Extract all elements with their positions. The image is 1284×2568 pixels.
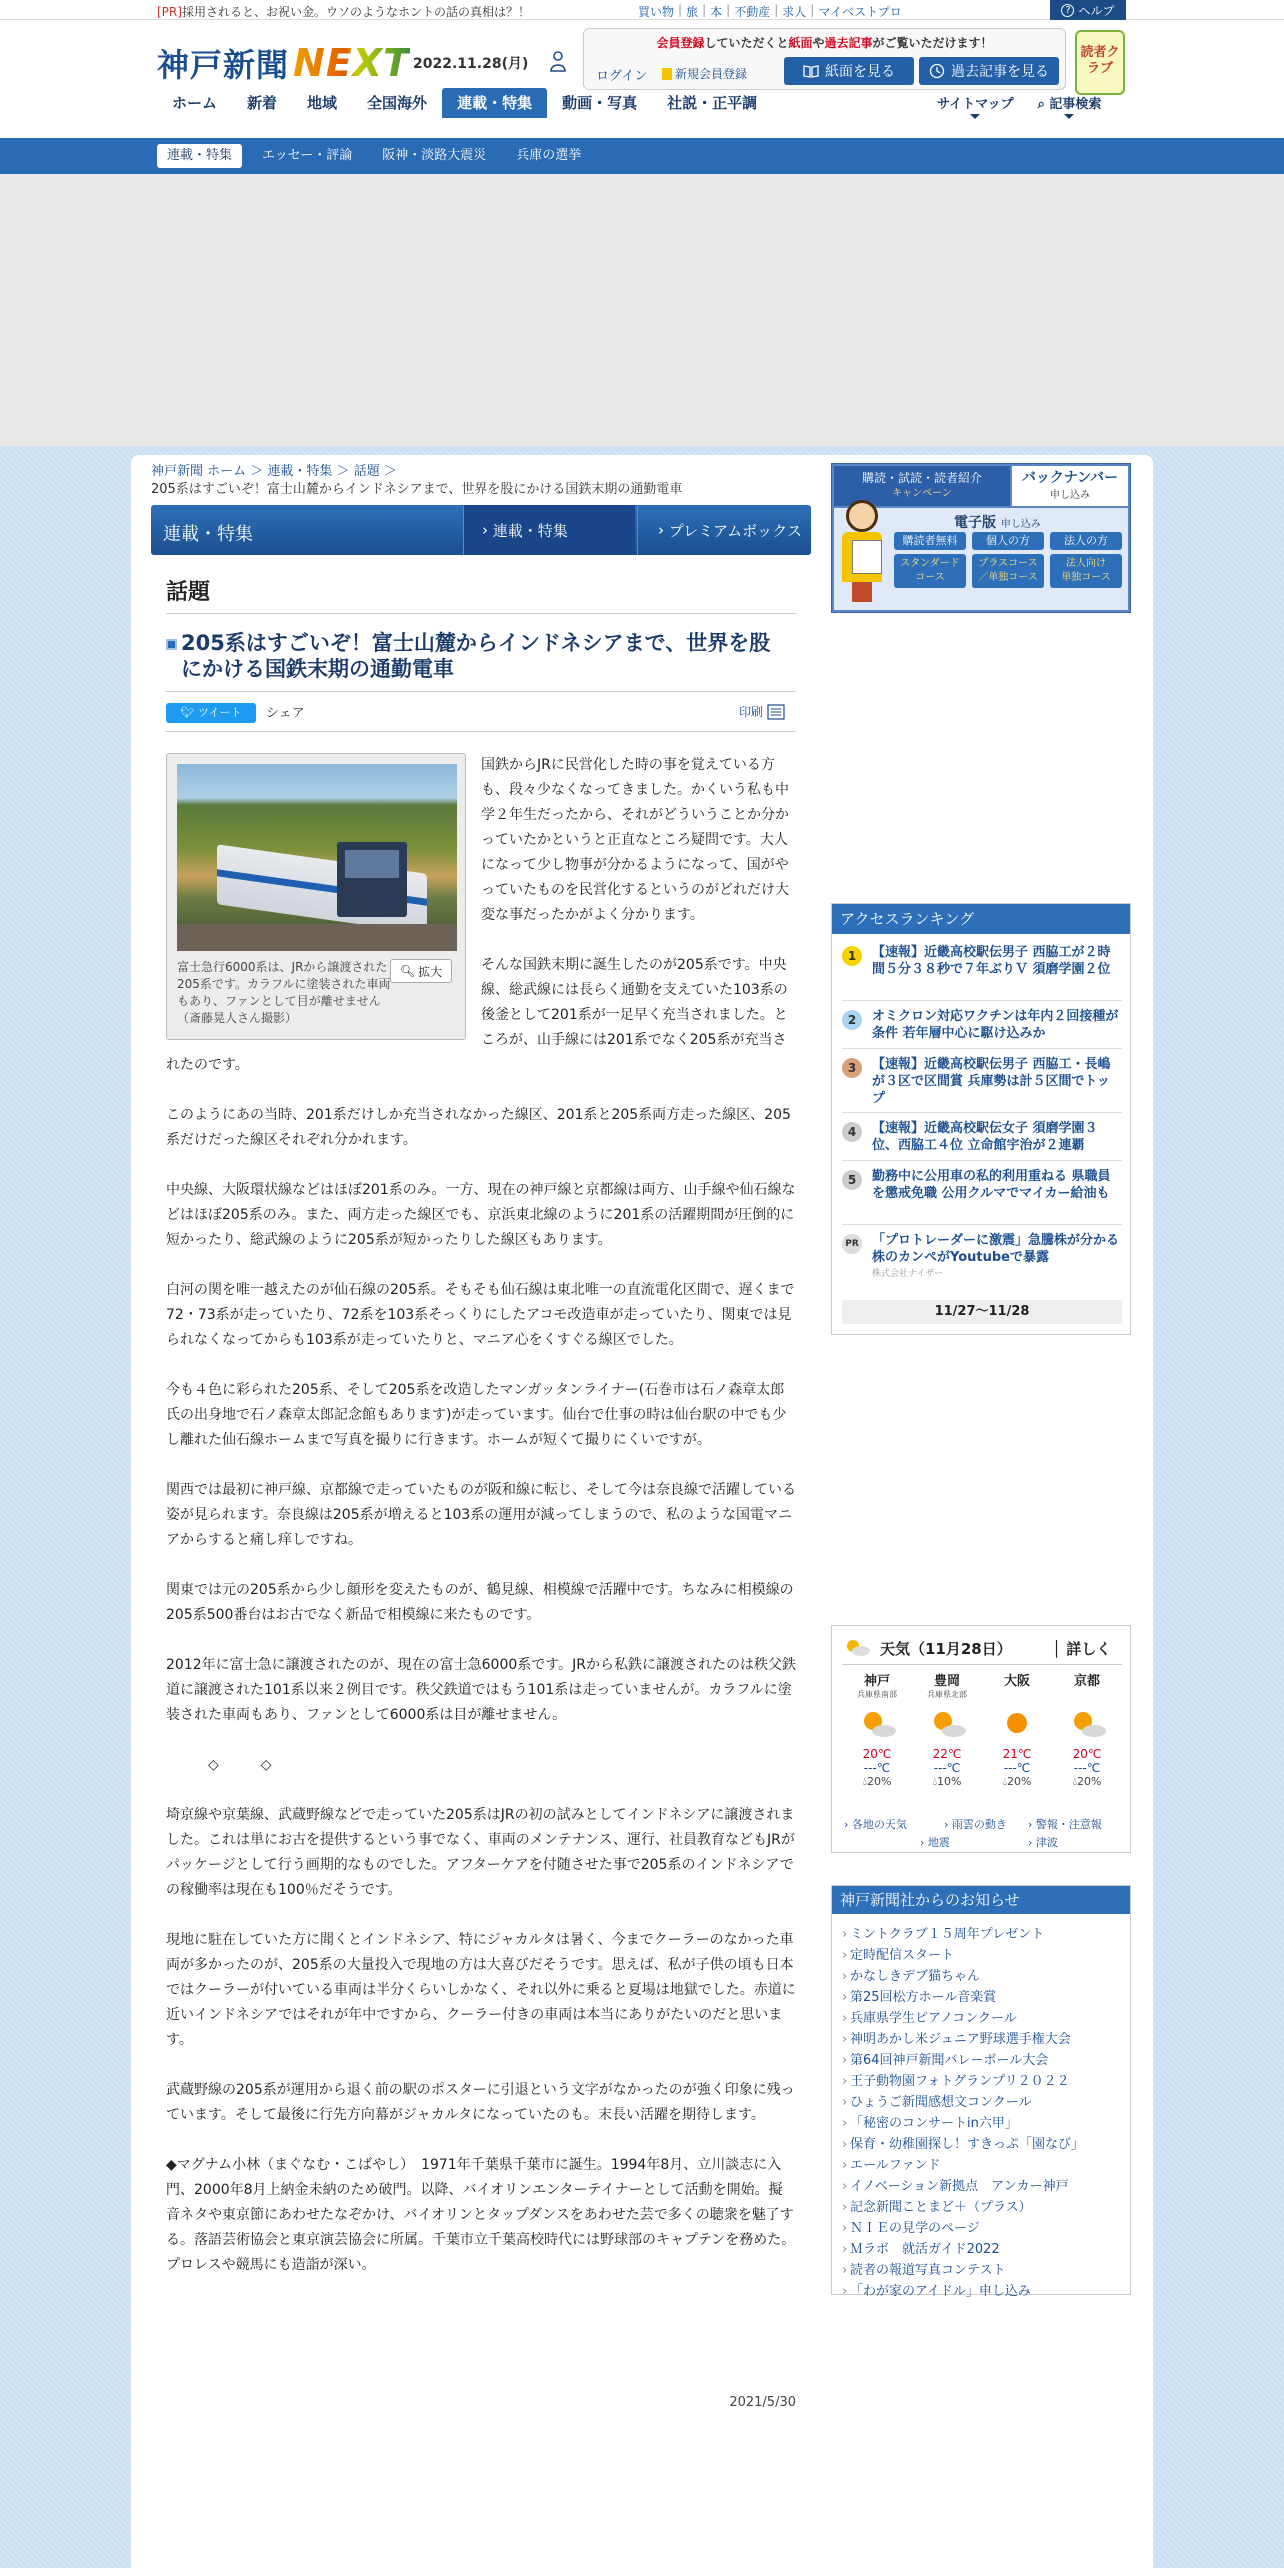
tweet-button[interactable]: 🐦︎ ツイート: [166, 703, 256, 723]
top-link-mybestpro[interactable]: マイベストプロ: [818, 5, 902, 19]
notice-item[interactable]: › イノベーション新拠点 アンカー神戸: [842, 2176, 1084, 2197]
weather-city[interactable]: 豊岡 兵庫県北部 22℃ ---℃ 💧︎10%: [927, 1674, 967, 1788]
sunny-cloudy-icon: [927, 1707, 967, 1739]
divider: [166, 613, 796, 614]
share-button[interactable]: シェア: [266, 706, 305, 721]
weather-city[interactable]: 神戸 兵庫県南部 20℃ ---℃ 💧︎20%: [857, 1674, 897, 1788]
sun-cloud-icon: [842, 1636, 872, 1658]
site-header: [0, 20, 1284, 138]
pr-text: 採用されると、お祝い金。ウソのようなホントの話の真相は？！: [181, 5, 530, 19]
train-photo[interactable]: [177, 764, 457, 951]
subnav-earthquake[interactable]: 阪神・淡路大震災: [382, 148, 487, 163]
notice-item[interactable]: › ミントクラブ１５周年プレゼント: [842, 1924, 1084, 1945]
notices-title: 神戸新聞社からのお知らせ: [832, 1886, 1130, 1914]
ranking-pr-item[interactable]: PR 「プロトレーダーに激震」急騰株が分かる株のカンペがYoutubeで暴露 株式会社ナイザー: [842, 1232, 1122, 1283]
notice-item[interactable]: › 第25回松方ホール音楽賞: [842, 1987, 1084, 2008]
mascot-illustration: [834, 500, 890, 606]
chevron-down-icon: [1064, 114, 1074, 119]
notice-item[interactable]: › 「わが家のアイドル」申し込み: [842, 2281, 1084, 2302]
notice-item[interactable]: › 保育・幼稚園探し！すきっぷ「園なび」: [842, 2134, 1084, 2155]
article-date: 2021/5/30: [729, 2395, 796, 2410]
print-icon: [767, 704, 785, 720]
article-paragraph: 2012年に富士急に譲渡されたのが、現在の富士急6000系です。JRから私鉄に譲渡されたのは秩父鉄道に譲渡された101系以来２例目です。秩父鉄道ではもう101系は走っていませんが。カラフルに塗装された車両もあり、ファンとして6000系は目が離せません。: [166, 1657, 796, 1723]
chevron-down-icon: [970, 114, 980, 119]
nav-features[interactable]: 連載・特集: [442, 88, 547, 118]
article-paragraph: 埼京線や京葉線、武蔵野線などで走っていた205系はJRの初の試みとしてインドネシアに譲渡されました。これは単にお古を提供するという事でなく、車両のメンテナンス、運行、社員教育などもJRがパッケージとして行う画期的なものでした。アフターケアを付随させた事で205系のインドネシアでの稼働率は現在も100％だそうです。: [166, 1807, 795, 1898]
notices-panel: [831, 1885, 1131, 2299]
help-icon: ?: [1061, 4, 1074, 17]
weather-link-regions[interactable]: › 各地の天気: [844, 1818, 907, 1831]
plan-individual[interactable]: 個人の方 プラスコース ／单独コース: [972, 532, 1044, 588]
backnumber-link[interactable]: バックナンバー 申し込み: [1012, 466, 1128, 506]
notice-item[interactable]: › 王子動物園フォトグランプリ２０２２: [842, 2071, 1084, 2092]
weather-link-earthquake[interactable]: › 地震: [920, 1836, 950, 1849]
pr-tag: [PR]: [157, 5, 182, 19]
notice-item[interactable]: › 定時配信スタート: [842, 1945, 1084, 1966]
ranking-item[interactable]: 1 【速報】近畿高校駅伝男子 西脇工が２時間５分３８秒で７年ぶりＶ 須磨学園２位: [842, 944, 1122, 978]
top-link-books[interactable]: 本: [710, 5, 723, 19]
category-tab-premium[interactable]: › プレミアムボックス: [637, 505, 811, 555]
site-logo[interactable]: [157, 40, 410, 86]
rank-badge: PR: [842, 1234, 862, 1254]
notice-item[interactable]: › 第64回神戸新聞バレーボール大会: [842, 2050, 1084, 2071]
top-links: 買い物 | 旅 | 本 | 不動産 | 求人 | マイベストプロ: [638, 3, 902, 19]
ranking-item[interactable]: 3 【速報】近畿高校駅伝男子 西脇工・長嶋が３区で区間賞 兵庫勢は計５区間でトップ: [842, 1056, 1122, 1107]
article-paragraph: 今も４色に彩られた205系、そして205系を改造したマンガッタンライナー(石巻市は石ノ森章太郎氏の出身地で石ノ森章太郎記念館もあります)が走っています。仙台で仕事の時は仙台駅の中でも少し離れた仙石線ホームまで写真を撮りに行きます。ホームが短くて撮りにくいですが。: [166, 1382, 787, 1448]
logo-main: 神戸新聞: [157, 46, 290, 84]
article-paragraph: 関西では最初に神戸線、京都線で走っていたものが阪和線に転じ、そして今は奈良線で活躍している姿が見られます。奈良線は205系が増えると103系の運用が減ってしまうので、私のような国電マニアからすると痛し痒しですね。: [166, 1482, 796, 1548]
ranking-item[interactable]: 4 【速報】近畿高校駅伝女子 須磨学園３位、西脇工４位 立命館宇治が２連覇: [842, 1120, 1122, 1154]
sunny-icon: [997, 1707, 1037, 1739]
weather-widget: [831, 1625, 1131, 1853]
weather-city[interactable]: 大阪 21℃ ---℃ 💧︎20%: [982, 1670, 1052, 1789]
help-label: ヘルプ: [1078, 3, 1115, 18]
photo-caption: 富士急行6000系は、JRから譲渡された205系です。カラフルに塗装された車両もあり、ファンとして目が離せません（斎藤晃人さん撮影）: [177, 960, 391, 1025]
nav-latest[interactable]: 新着: [247, 94, 278, 112]
article-photo: [166, 753, 466, 1040]
article-paragraph: 国鉄からJRに民営化した時の事を覚えている方も、段々少なくなってきました。かくいう私も中学２年生だったから、それがどういうことか分かっていたかというと正直なところ疑問です。大人になって少し物事が分かるようになって、国がやっていたものを民営化するというのがどれだけ大変な事だったかがよく分かります。: [481, 757, 789, 923]
breadcrumb-home[interactable]: 神戸新聞 ホーム: [151, 464, 247, 479]
breadcrumb-current: 205系はすごいぞ！富士山麓からインドネシアまで、世界を股にかける国鉄末期の通勤電車: [151, 482, 683, 497]
past-articles-button[interactable]: 過去記事を見る: [919, 57, 1059, 85]
signup-link[interactable]: 新規会員登録: [662, 65, 747, 82]
breadcrumb: 神戸新聞 ホーム ＞ 連載・特集 ＞ 話題 ＞ 205系はすごいぞ！富士山麓からインドネシアまで、世界を股にかける国鉄末期の通勤電車: [151, 464, 683, 497]
article-paragraph: このようにあの当時、201系だけしか充当されなかった線区、201系と205系両方走った線区、205系だけだった線区それぞれ分かれます。: [166, 1107, 791, 1148]
sub-nav: [0, 138, 1284, 174]
rank-badge: 4: [842, 1122, 862, 1142]
pr-banner-link[interactable]: [157, 3, 530, 20]
article-paragraph: 中央線、大阪環状線などはほぼ201系のみ。一方、現在の神戸線と京都線は両方、山手線や仙石線などはほぼ205系のみ。また、両方走った線区でも、京浜東北線のように201系の活躍期間が圧倒的に短かったり、総武線のように205系が短かったりした線区もあります。: [166, 1182, 796, 1248]
divider: [166, 691, 796, 692]
notice-item[interactable]: › 兵庫県学生ピアノコンクール: [842, 2008, 1084, 2029]
weather-link-rain[interactable]: › 雨雲の動き: [944, 1818, 1007, 1831]
category-title: 連載・特集: [163, 524, 253, 545]
article-paragraph: 白河の関を唯一越えたのが仙石線の205系。そもそも仙石線は東北唯一の直流電化区間で、遅くまで72・73系が走っていたり、72系を103系そっくりにしたアコモ改造車が走っていたり、関東では見られなくなってからも103系が走っていたりと、マニア心をくすぐる線区でした。: [166, 1282, 795, 1348]
sitemap-link[interactable]: サイトマップ: [937, 93, 1014, 119]
access-ranking: [831, 903, 1131, 1335]
search-icon: ⌕: [1037, 97, 1050, 112]
article-paragraph: 関東では元の205系から少し顔形を変えたものが、鶴見線、相模線で活躍中です。ちなみに相模線の205系500番台はお古でなく新品で相模線に来たものです。: [166, 1582, 794, 1623]
member-message: 会員登録していただくと紙面や過去記事がご覧いただけます！: [656, 36, 993, 50]
weather-city[interactable]: 京都 20℃ ---℃ 💧︎20%: [1052, 1670, 1122, 1789]
notice-item[interactable]: › エールファンド: [842, 2155, 1084, 2176]
notice-item[interactable]: › 記念新聞ことまど＋（プラス）: [842, 2197, 1084, 2218]
nav-right: [937, 93, 1101, 119]
subnav-election[interactable]: 兵庫の選挙: [516, 148, 582, 163]
notices-list: [842, 1924, 1084, 2302]
view-paper-button[interactable]: 紙面を見る: [784, 57, 914, 85]
notice-item[interactable]: › かなしきデブ猫ちゃん: [842, 1966, 1084, 1987]
notice-item[interactable]: › Ｍラボ 就活ガイド2022: [842, 2239, 1084, 2260]
headline-marker-icon: [166, 639, 177, 650]
weather-link-tsunami[interactable]: › 津波: [1028, 1836, 1058, 1849]
rank-badge: 2: [842, 1010, 862, 1030]
divider: [166, 731, 796, 732]
breadcrumb-topic[interactable]: 話題: [353, 464, 380, 479]
top-link-travel[interactable]: 旅: [686, 5, 699, 19]
plan-corporate[interactable]: 法人の方 法人向け 単独コース: [1050, 532, 1122, 588]
weather-link-warnings[interactable]: › 警報・注意報: [1028, 1818, 1102, 1831]
rank-badge: 3: [842, 1058, 862, 1078]
ad-area: [0, 174, 1284, 446]
twitter-bird-icon: 🐦︎: [180, 706, 198, 719]
sunny-cloudy-icon: [857, 1707, 897, 1739]
readers-club-button[interactable]: 読者クラブ: [1075, 30, 1125, 95]
article-search-link[interactable]: ⌕ 記事検索: [1038, 93, 1102, 119]
book-icon: [803, 64, 819, 78]
zoom-button[interactable]: 🔍︎ 拡大: [390, 959, 452, 983]
weather-title: 天気（11月28日）: [880, 1640, 1012, 1658]
member-box: [583, 28, 1066, 90]
top-link-realestate[interactable]: 不動産: [734, 5, 771, 19]
article-paragraph: そんな国鉄末期に誕生したのが205系です。中央線、総武線には長らく通勤を支えていた103系の後釜として201系が一足早く充当されました。ところが、山手線には201系でなく205系が充当されたのです。: [166, 957, 788, 1073]
ranking-period: 11/27～11/28: [842, 1300, 1122, 1324]
nav-national[interactable]: 全国海外: [367, 94, 428, 112]
global-nav: [157, 88, 772, 118]
author-profile: ◆マグナム小林（まぐなむ・こばやし） 1971年千葉県千葉市に誕生。1994年8月、立川談志に入門、2000年8月上納金未納のため破門。以降、バイオリンエンターテイナーとして活動を開始。擬音ネタや東京節にあわせたなぞかけ、バイオリンとタップダンスをあわせた芸で多くの聴衆を魅了する。落語芸術協会と東京演芸協会に所属。千葉市立千葉高校時代には野球部のキャプテンを務めた。プロレスや競馬にも造詣が深い。: [166, 2157, 796, 2273]
weather-details-link[interactable]: │ 詳しく: [1052, 1640, 1112, 1658]
top-link-jobs[interactable]: 求人: [782, 5, 807, 19]
article-headline: 205系はすごいぞ！富士山麓からインドネシアまで、世界を股にかける国鉄末期の通勤電車: [181, 631, 771, 681]
notice-item[interactable]: › ひょうご新聞感想文コンクール: [842, 2092, 1084, 2113]
clock-icon: [929, 63, 945, 79]
nav-editorial[interactable]: 社説・正平調: [667, 94, 758, 112]
ebook-panel: [834, 508, 1128, 610]
top-bar: [0, 0, 1284, 20]
breadcrumb-features[interactable]: 連載・特集: [267, 464, 333, 479]
subscription-banner: [831, 463, 1131, 613]
sunny-cloudy-icon: [1067, 1707, 1107, 1739]
article-paragraph: 武蔵野線の205系が運用から退く前の駅のポスターに引退という文字がなかったのが強く印象に残っています。そして最後に行先方向幕がジャカルタになっていたのも。末長い活躍を期待します。: [166, 2082, 795, 2123]
help-button[interactable]: [1050, 0, 1126, 20]
rank-badge: 5: [842, 1170, 862, 1190]
section-title: 話題: [166, 580, 211, 605]
ebook-title: 電子版 申し込み: [954, 515, 1041, 531]
category-bar: [151, 505, 811, 555]
main-container: [131, 455, 1153, 2568]
divider: [842, 1664, 1122, 1665]
nav-video-photo[interactable]: 動画・写真: [562, 94, 638, 112]
article-paragraph: 現地に駐在していた方に聞くとインドネシア、特にジャカルタは暑く、今までクーラーのなかった車両が多かったのが、205系の大量投入で現地の方は大喜びだそうです。思えば、私が子供の頃も日本ではクーラーが付いている車両は半分くらいしかなく、それ以外に乗ると夏場は地獄でした。赤道に近いインドネシアではそれが年中ですから、クーラー付きの車両は本当にありがたいのだと思います。: [166, 1932, 796, 2048]
notice-item[interactable]: › ＮＩＥの見学のページ: [842, 2218, 1084, 2239]
header-date: 2022.11.28(月): [413, 56, 529, 72]
notice-item[interactable]: › 「秘密のコンサートin六甲」: [842, 2113, 1084, 2134]
category-tab-features[interactable]: › 連載・特集: [463, 505, 635, 555]
user-icon[interactable]: [550, 50, 566, 72]
notice-item[interactable]: › 神明あかし米ジュニア野球選手権大会: [842, 2029, 1084, 2050]
signup-badge-icon: [662, 68, 672, 80]
ranking-item[interactable]: 5 勤務中に公用車の私的利用重ねる 県職員を懲戒免職 公用クルマでマイカー給油も: [842, 1168, 1122, 1202]
plan-standard[interactable]: 購読者無料 スタンダード コース: [894, 532, 966, 588]
login-link[interactable]: ログイン: [596, 69, 648, 84]
subnav-essay[interactable]: エッセー・評論: [262, 148, 353, 163]
logo-next: NEXT: [293, 41, 410, 85]
print-button[interactable]: 印刷: [739, 703, 785, 720]
notice-item[interactable]: › 読者の報道写真コンテスト: [842, 2260, 1084, 2281]
rank-badge: 1: [842, 946, 862, 966]
subnav-features[interactable]: 連載・特集: [157, 144, 242, 168]
ranking-item[interactable]: 2 オミクロン対応ワクチンは年内２回接種が条件 若年層中心に駆け込みか: [842, 1008, 1122, 1042]
nav-home[interactable]: ホーム: [172, 94, 218, 112]
magnify-icon: 🔍︎: [399, 964, 416, 978]
nav-region[interactable]: 地域: [307, 94, 338, 112]
subscription-campaign-link[interactable]: 購読・試読・読者紹介 キャンペーン: [834, 466, 1010, 506]
top-link-shopping[interactable]: 買い物: [638, 5, 675, 19]
article-separator: ◇ ◇: [166, 1757, 272, 1773]
ranking-title: アクセスランキング: [832, 904, 1130, 934]
